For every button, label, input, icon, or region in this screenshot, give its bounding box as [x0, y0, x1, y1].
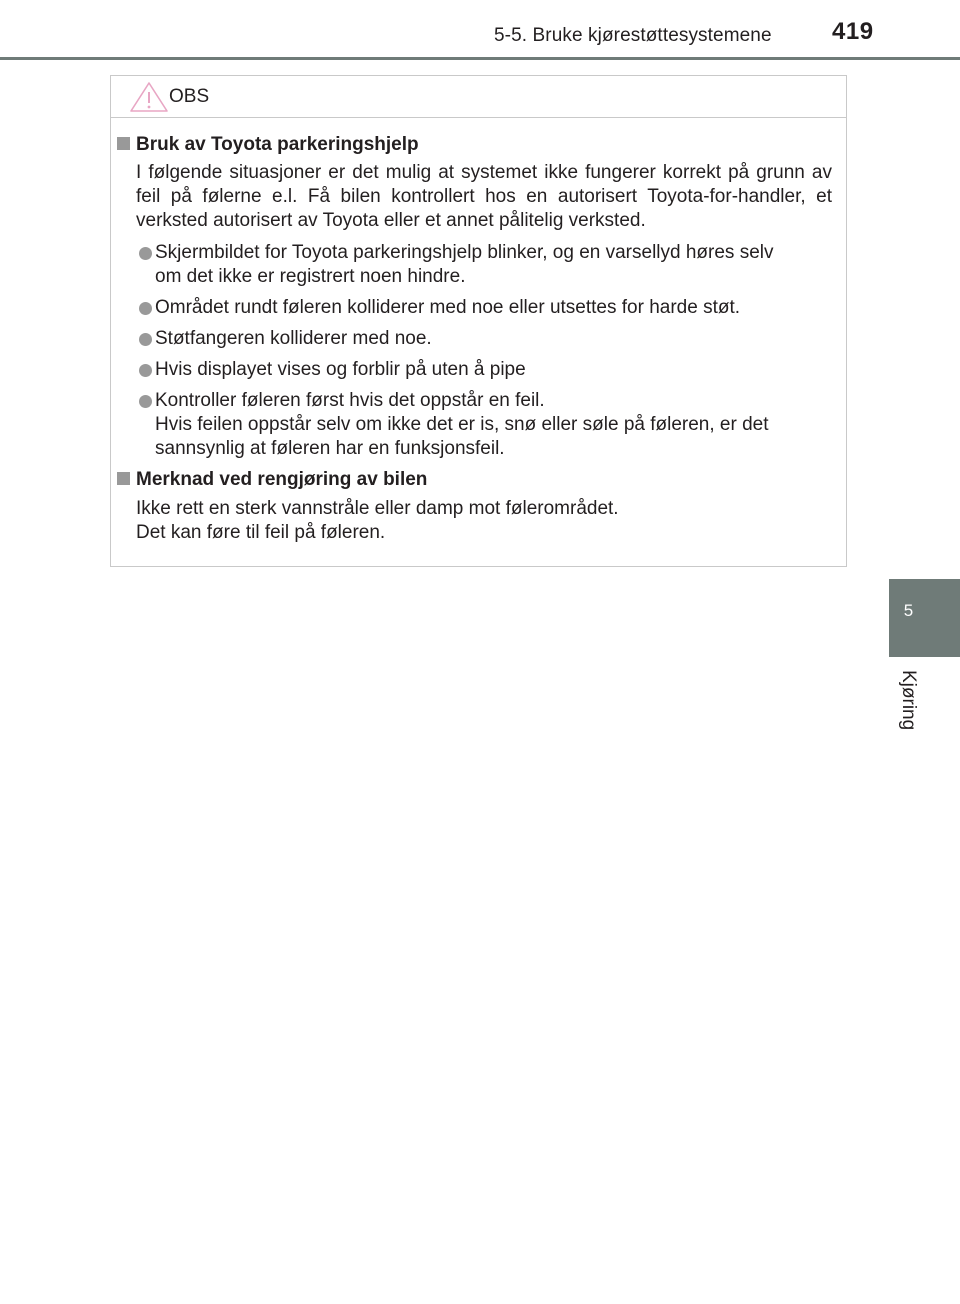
round-bullet-icon: [139, 395, 152, 408]
list-item: Hvis displayet vises og forblir på uten å pipe: [155, 359, 526, 380]
round-bullet-icon: [139, 333, 152, 346]
list-item: Kontroller føleren først hvis det oppstår en feil. Hvis feilen oppstår selv om ikke det er is, snø eller søle på føleren, er det sannsynlig at føleren har en funksjonsfeil.: [155, 390, 769, 459]
round-bullet-icon: [139, 302, 152, 315]
chapter-label: Kjøring: [898, 670, 919, 731]
list-item: Området rundt føleren kolliderer med noe eller utsettes for harde støt.: [155, 297, 741, 318]
chapter-number: 5: [903, 601, 914, 620]
header-divider: [0, 57, 960, 60]
section-heading-text: Merknad ved rengjøring av bilen: [136, 469, 428, 490]
section-heading-text: Bruk av Toyota parkeringshjelp: [136, 134, 419, 155]
square-bullet-icon: [117, 472, 130, 485]
caution-header: [111, 76, 846, 118]
round-bullet-icon: [139, 247, 152, 260]
caution-title: OBS: [169, 86, 210, 107]
caution-box: [110, 75, 847, 567]
section-heading: [117, 469, 427, 491]
warning-triangle-icon: [129, 81, 169, 118]
list-item: Støtfangeren kolliderer med noe.: [155, 328, 432, 349]
square-bullet-icon: [117, 137, 130, 150]
chapter-tab: [889, 579, 960, 657]
list-item: Skjermbildet for Toyota parkeringshjelp blinker, og en varsellyd høres selv om det ikke er registrert noen hindre.: [155, 242, 774, 287]
section-body: Ikke rett en sterk vannstråle eller damp mot følerområdet. Det kan føre til feil på føleren.: [136, 498, 619, 543]
section-intro: I følgende situasjoner er det mulig at systemet ikke fungerer korrekt på grunn av feil på følerne e.l. Få bilen kontrollert hos en autorisert Toyota-for-handler, et verksted autorisert av Toyota eller et annet pålitelig verksted.: [136, 162, 832, 231]
round-bullet-icon: [139, 364, 152, 377]
section-title: 5-5. Bruke kjørestøttesystemene: [494, 25, 772, 46]
section-heading: [117, 134, 419, 156]
page-number: 419: [832, 18, 874, 45]
